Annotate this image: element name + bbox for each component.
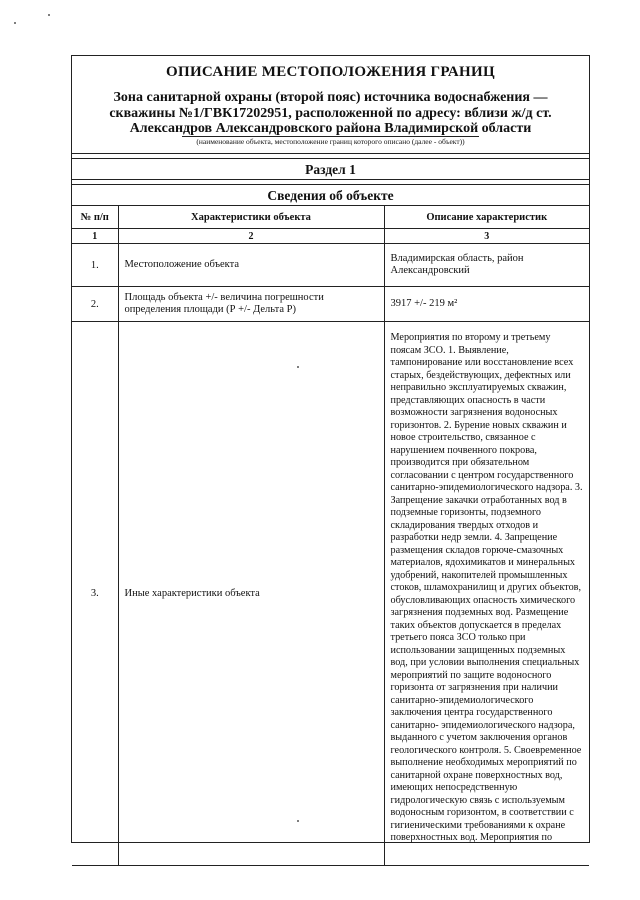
column-number-row [72,229,589,244]
row-number: 1. [72,244,118,287]
column-number: 2 [118,229,384,244]
column-number: 3 [384,229,589,244]
document-page [71,55,590,843]
scan-speck [48,14,50,16]
section-label: Раздел 1 [72,159,589,180]
object-info-table [72,206,589,866]
table-row [72,287,589,322]
object-name-caption: (наименование объекта, местоположение границ которого описано (далее - объект)) [72,137,589,147]
scan-speck [14,22,16,24]
column-number: 1 [72,229,118,244]
table-row [72,244,589,287]
document-header [72,56,589,154]
column-header: Описание характеристик [384,206,589,229]
description-cell: Мероприятия по второму и третьему поясам ЗСО. 1. Выявление, тампонирование или восстановление всех старых, бездействующих, дефектных или неправильно эксплуатируемых скважин, представляющих опасность в части возможности загрязнения водоносных горизонтов. 2. Бурение новых скважин и новое строительство, связанное с нарушением почвенного покрова, производится при обязательном согласовании с центром государственного санитарно-эпидемиологического надзора. 3. Запрещение закачки отработанных вод в подземные горизонты, подземного складирования твердых отходов и разработки недр земли. 4. Запрещение размещения складов горюче-смазочных материалов, ядохимикатов и минеральных удобрений, накопителей промышленных стоков, шламохранилищ и других объектов, обусловливающих опасность химического загрязнения подземных вод. Размещение таких объектов допускается в пределах третьего пояса ЗСО только при использовании защищенных подземных вод, при условии выполнения специальных мероприятий по защите водоносного горизонта от загрязнения при наличии санитарно-эпидемиологического заключения центра государственного санитарно- эпидемиологического надзора, выданного с учетом заключения органов геологического контроля. 5. Своевременное выполнение необходимых мероприятий по санитарной охране поверхностных вод, имеющих непосредственную гидрологическую связь с используемым водоносным горизонтом, в соответствии с гигиеническими требованиями к охране поверхностных вод. Мероприятия по [384,322,589,866]
object-name: Зона санитарной охраны (второй пояс) источника водоснабжения — скважины №1/ГВК17202951, расположенной по адресу: вблизи ж/д ст. Александров Александровского района Владимирской области [109,90,552,136]
table-header-row [72,206,589,229]
description-cell: Владимирская область, район Александровский [384,244,589,287]
description-cell: 3917 +/- 219 м² [384,287,589,322]
table-row [72,322,589,866]
document-title: ОПИСАНИЕ МЕСТОПОЛОЖЕНИЯ ГРАНИЦ [166,64,495,80]
characteristic-cell: Местоположение объекта [118,244,384,287]
row-number: 2. [72,287,118,322]
section-title: Сведения об объекте [72,185,589,206]
column-header: № п/п [72,206,118,229]
characteristic-cell: Иные характеристики объекта [118,322,384,866]
characteristic-cell: Площадь объекта +/- величина погрешности определения площади (Р +/- Дельта Р) [118,287,384,322]
column-header: Характеристики объекта [118,206,384,229]
row-number: 3. [72,322,118,866]
